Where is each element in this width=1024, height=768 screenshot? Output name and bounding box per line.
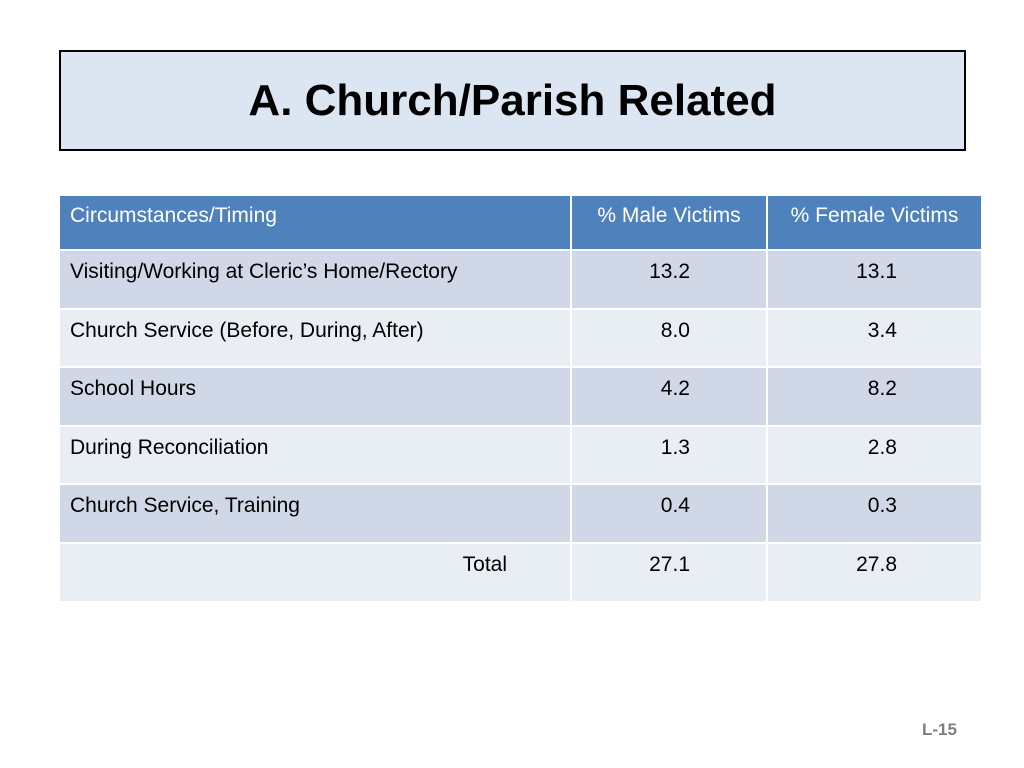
table-row: [60, 250, 981, 309]
row-female-value: 13.1: [767, 250, 981, 309]
header-row: [60, 196, 981, 250]
total-row: [60, 543, 981, 602]
title-box: [59, 50, 966, 151]
row-female-value: 8.2: [767, 367, 981, 426]
table-row: [60, 484, 981, 543]
page-label: L-15: [922, 720, 957, 739]
row-male-value: 4.2: [571, 367, 767, 426]
table-row: [60, 367, 981, 426]
total-male-value: 27.1: [571, 543, 767, 602]
row-male-value: 13.2: [571, 250, 767, 309]
row-female-value: 3.4: [767, 309, 981, 368]
header-female-victims: % Female Victims: [767, 196, 981, 250]
row-male-value: 0.4: [571, 484, 767, 543]
row-label: Visiting/Working at Cleric’s Home/Rectory: [60, 250, 571, 309]
row-label: Church Service (Before, During, After): [60, 309, 571, 368]
slide-title: A. Church/Parish Related: [248, 75, 777, 125]
table-row: [60, 426, 981, 485]
table-row: [60, 309, 981, 368]
row-male-value: 8.0: [571, 309, 767, 368]
row-label: During Reconciliation: [60, 426, 571, 485]
header-male-victims: % Male Victims: [571, 196, 767, 250]
header-circumstances: Circumstances/Timing: [60, 196, 571, 250]
total-label: Total: [60, 543, 571, 602]
row-label: School Hours: [60, 367, 571, 426]
total-female-value: 27.8: [767, 543, 981, 602]
data-table: [60, 196, 981, 601]
row-label: Church Service, Training: [60, 484, 571, 543]
row-female-value: 0.3: [767, 484, 981, 543]
row-female-value: 2.8: [767, 426, 981, 485]
row-male-value: 1.3: [571, 426, 767, 485]
